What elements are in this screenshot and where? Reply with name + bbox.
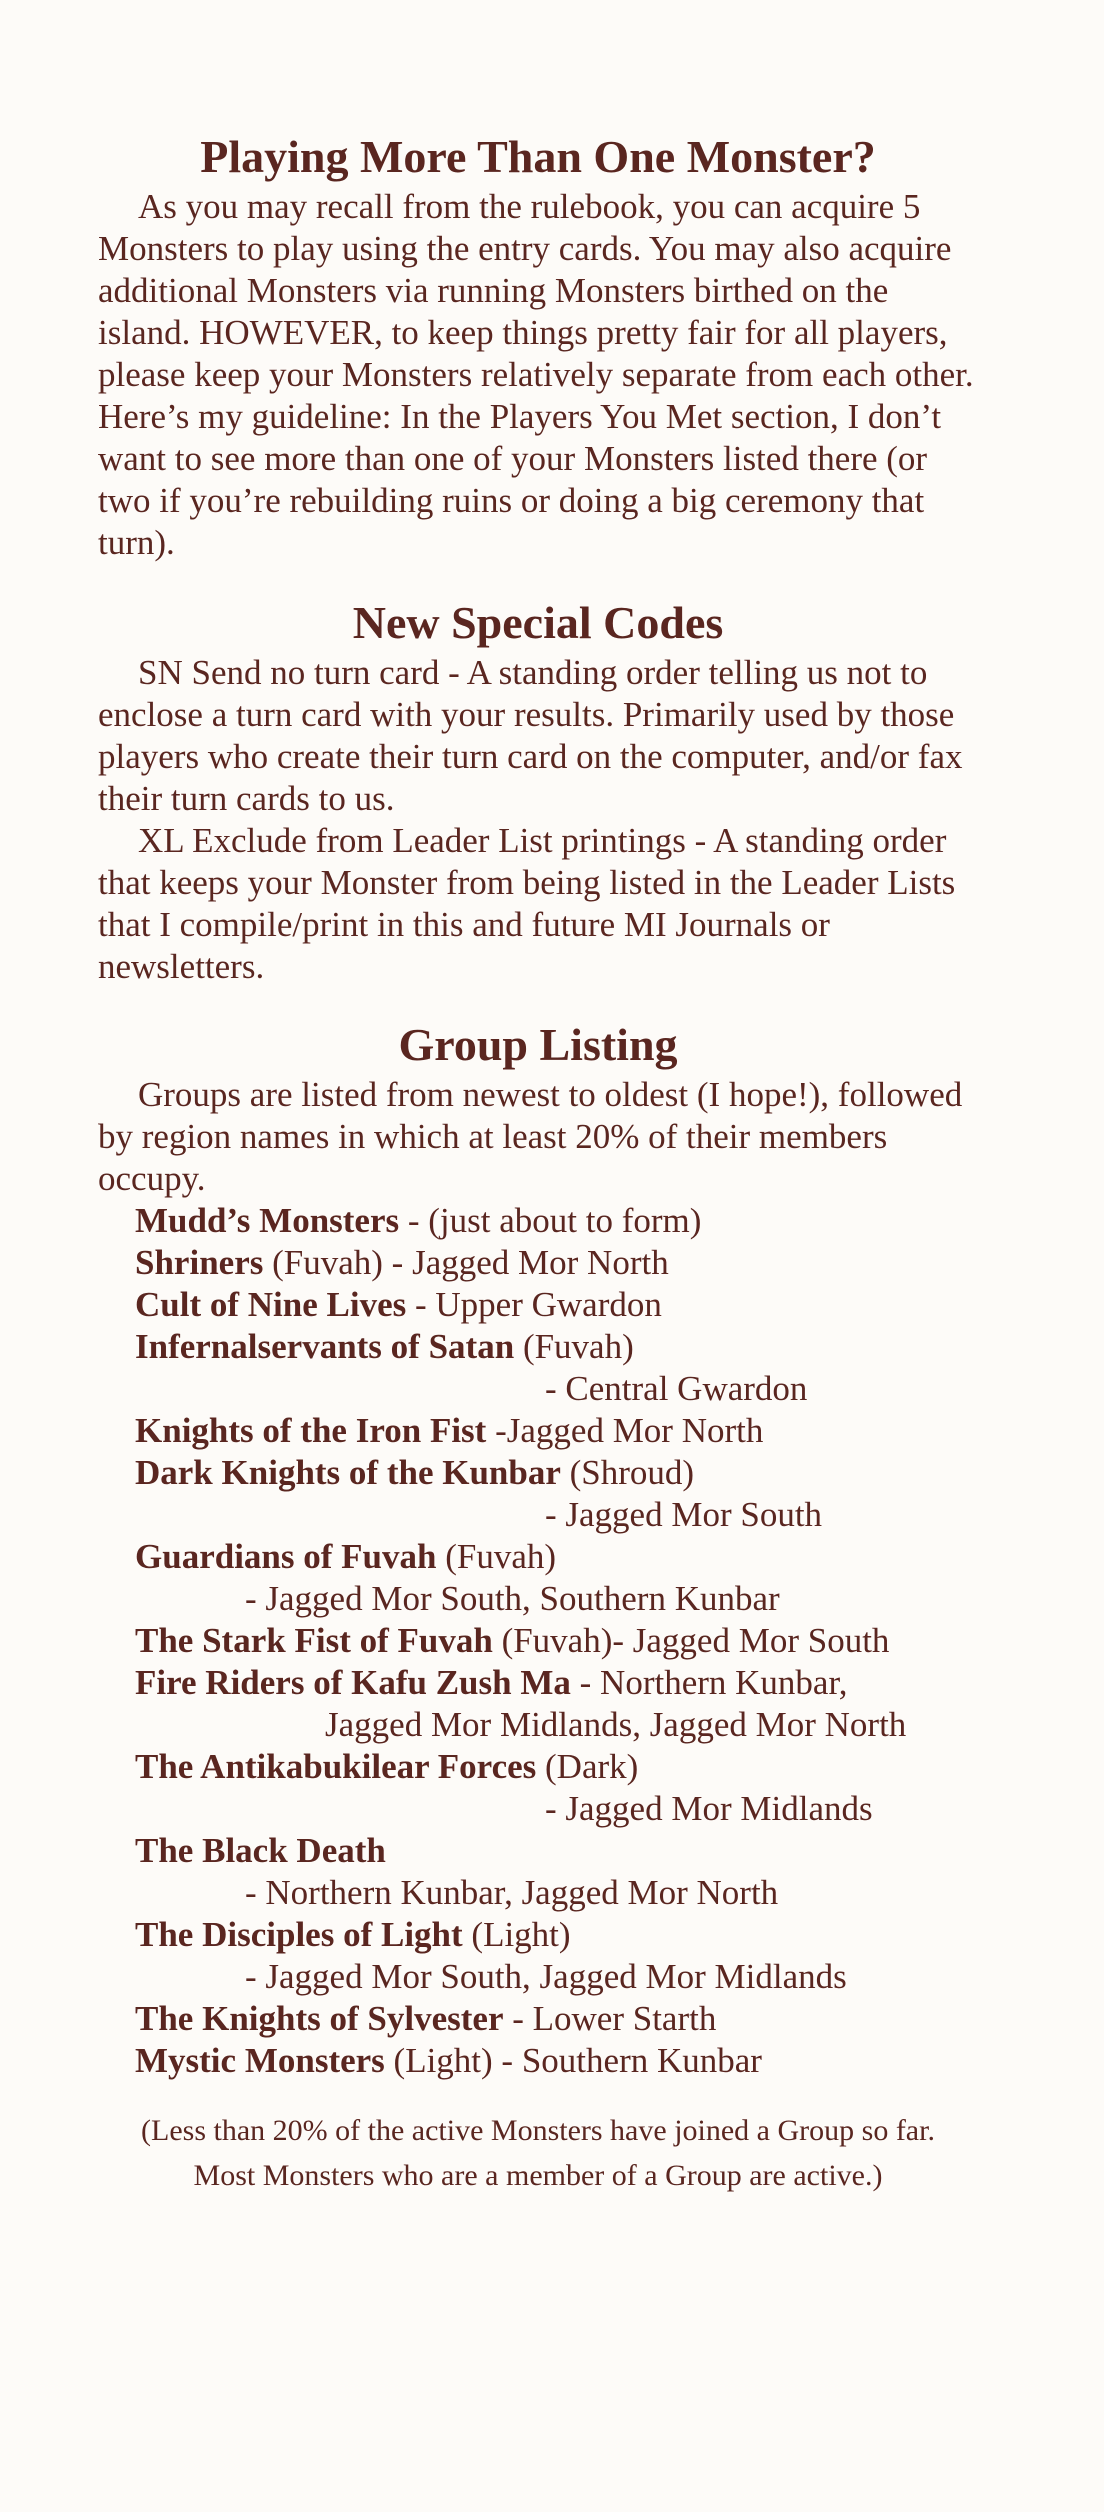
- heading-group-listing: Group Listing: [398, 1019, 678, 1070]
- group-name: The Stark Fist of Fuvah: [135, 1621, 493, 1660]
- group-entry: [135, 1284, 978, 1326]
- group-detail: (Dark): [536, 1747, 639, 1786]
- group-entry: [135, 1998, 978, 2040]
- group-name: Guardians of Fuvah: [135, 1537, 437, 1576]
- group-entry: [135, 1746, 978, 1788]
- group-detail: - Lower Starth: [503, 1999, 717, 2038]
- group-name: The Disciples of Light: [135, 1915, 463, 1954]
- group-entry: [135, 1410, 978, 1452]
- group-entry: [135, 1830, 978, 1872]
- group-detail: (Light) - Southern Kunbar: [384, 2041, 762, 2080]
- group-name: Knights of the Iron Fist: [135, 1411, 487, 1450]
- group-entry: [135, 1662, 978, 1704]
- group-regions: - Northern Kunbar, Jagged Mor North: [245, 1873, 779, 1912]
- group-detail: (Fuvah)- Jagged Mor South: [492, 1621, 890, 1660]
- paragraph-group-intro: Groups are listed from newest to oldest (I hope!), followed by region names in which at least 20% of their members occupy.: [98, 1075, 963, 1198]
- group-list: [135, 1200, 978, 2082]
- group-note-line2: Most Monsters who are a member of a Group are active.): [193, 2159, 883, 2192]
- group-name: Shriners: [135, 1243, 264, 1282]
- group-entry: [135, 1452, 978, 1494]
- group-detail: (Fuvah): [436, 1537, 557, 1576]
- group-name: Dark Knights of the Kunbar: [135, 1453, 561, 1492]
- paragraph-playing-more: As you may recall from the rulebook, you can acquire 5 Monsters to play using the entry cards. You may also acquire additional Monsters via running Monsters birthed on the island. HOWEVER, to keep things pretty fair for all players, please keep your Monsters relatively separate from each other. Here’s my guideline: In the Players You Met section, I don’t want to see more than one of your Monsters listed there (or two if you’re rebuilding ruins or doing a big ceremony that turn).: [98, 187, 974, 562]
- group-detail: -Jagged Mor North: [486, 1411, 764, 1450]
- group-entry: [135, 1242, 978, 1284]
- group-name: The Black Death: [135, 1831, 386, 1870]
- group-detail: (Fuvah) - Jagged Mor North: [263, 1243, 669, 1282]
- group-entry: [135, 2040, 978, 2082]
- group-regions: Jagged Mor Midlands, Jagged Mor North: [325, 1705, 907, 1744]
- paragraph-code-sn: SN Send no turn card - A standing order telling us not to enclose a turn card with your results. Primarily used by those players who create their turn card on the computer, and/or fax their turn cards to us.: [98, 653, 963, 818]
- group-regions: - Jagged Mor Midlands: [545, 1789, 873, 1828]
- group-name: Infernalservants of Satan: [135, 1327, 515, 1366]
- group-regions: - Central Gwardon: [545, 1369, 808, 1408]
- group-entry: [135, 1620, 978, 1662]
- paragraph-code-xl: XL Exclude from Leader List printings - A standing order that keeps your Monster from being listed in the Leader Lists that I compile/print in this and future MI Journals or newsletters.: [98, 821, 956, 986]
- group-detail: (Shroud): [560, 1453, 695, 1492]
- heading-special-codes: New Special Codes: [352, 597, 724, 648]
- group-regions: - Jagged Mor South, Southern Kunbar: [245, 1579, 780, 1618]
- group-regions: - Jagged Mor South: [545, 1495, 823, 1534]
- group-entry: [135, 1200, 978, 1242]
- group-detail: - Northern Kunbar,: [570, 1663, 848, 1702]
- group-entry: [135, 1536, 978, 1578]
- text-column: [98, 128, 978, 2198]
- group-name: Mudd’s Monsters: [135, 1201, 400, 1240]
- group-regions: - Jagged Mor South, Jagged Mor Midlands: [245, 1957, 847, 1996]
- group-detail: - (just about to form): [399, 1201, 702, 1240]
- group-name: The Knights of Sylvester: [135, 1999, 504, 2038]
- group-name: Cult of Nine Lives: [135, 1285, 407, 1324]
- group-note-line1: (Less than 20% of the active Monsters have joined a Group so far.: [141, 2114, 935, 2147]
- group-detail: (Fuvah): [514, 1327, 634, 1366]
- group-note: [98, 2108, 978, 2198]
- group-detail: - Upper Gwardon: [406, 1285, 662, 1324]
- group-name: Mystic Monsters: [135, 2041, 385, 2080]
- group-name: Fire Riders of Kafu Zush Ma: [135, 1663, 571, 1702]
- group-entry: [135, 1914, 978, 1956]
- heading-playing-more: Playing More Than One Monster?: [200, 131, 876, 182]
- group-entry: [135, 1326, 978, 1368]
- group-name: The Antikabukilear Forces: [135, 1747, 537, 1786]
- group-detail: (Light): [462, 1915, 571, 1954]
